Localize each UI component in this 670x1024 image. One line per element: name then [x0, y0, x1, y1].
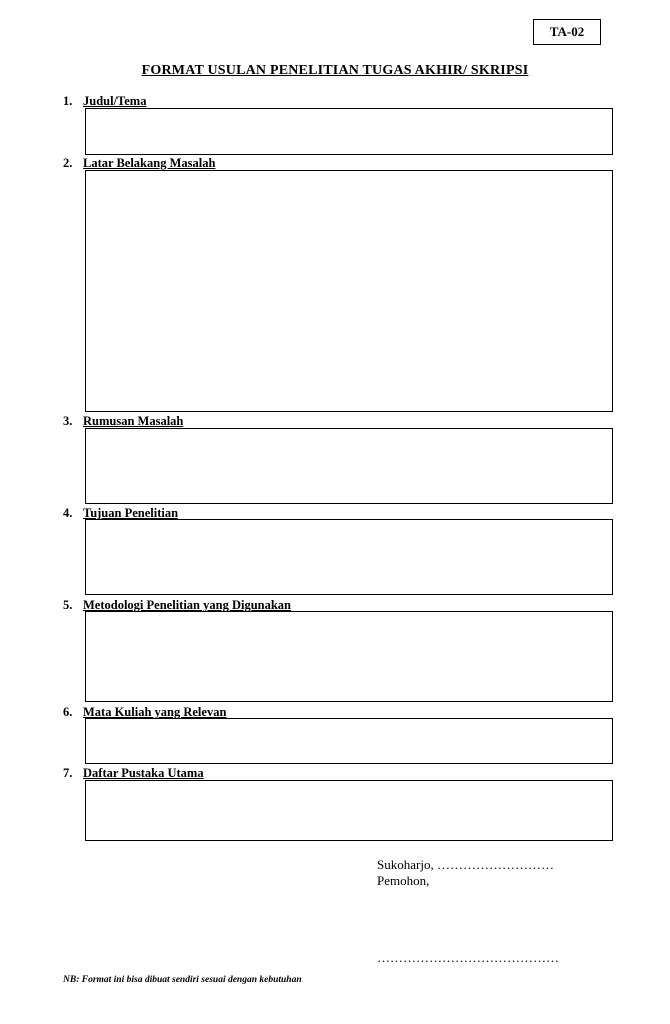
section-title: Latar Belakang Masalah	[83, 156, 216, 170]
section-label-rumusan	[63, 414, 183, 428]
section-number: 2.	[63, 156, 73, 170]
section-label-daftar-pustaka	[63, 766, 204, 780]
section-label-metodologi	[63, 598, 291, 612]
daftar-pustaka-input-box[interactable]	[85, 780, 613, 841]
section-label-mata-kuliah	[63, 705, 226, 719]
section-title: Judul/Tema	[83, 94, 147, 108]
section-title: Daftar Pustaka Utama	[83, 766, 204, 780]
section-label-judul	[63, 94, 146, 108]
signature-role: Pemohon,	[377, 873, 430, 888]
form-code-box	[533, 19, 601, 45]
form-code: TA-02	[549, 24, 585, 39]
tujuan-input-box[interactable]	[85, 519, 613, 595]
section-label-tujuan	[63, 506, 178, 520]
latar-belakang-input-box[interactable]	[85, 170, 613, 412]
section-title: Rumusan Masalah	[83, 414, 184, 428]
section-number: 1.	[63, 94, 73, 108]
section-label-latar-belakang	[63, 156, 215, 170]
judul-input-box[interactable]	[85, 108, 613, 155]
signature-place-date: Sukoharjo, ………………………	[377, 857, 554, 872]
section-number: 6.	[63, 705, 73, 719]
section-number: 5.	[63, 598, 73, 612]
signature-name-line: ……………………………………	[377, 950, 559, 965]
rumusan-input-box[interactable]	[85, 428, 613, 504]
section-title: Tujuan Penelitian	[83, 506, 179, 520]
section-title: Metodologi Penelitian yang Digunakan	[83, 598, 292, 612]
page-title: FORMAT USULAN PENELITIAN TUGAS AKHIR/ SKRIPSI	[141, 63, 529, 78]
footnote: NB: Format ini bisa dibuat sendiri sesuai dengan kebutuhan	[63, 975, 302, 985]
section-number: 7.	[63, 766, 73, 780]
metodologi-input-box[interactable]	[85, 611, 613, 702]
section-title: Mata Kuliah yang Relevan	[83, 705, 227, 719]
section-number: 3.	[63, 414, 73, 428]
mata-kuliah-input-box[interactable]	[85, 718, 613, 764]
section-number: 4.	[63, 506, 73, 520]
